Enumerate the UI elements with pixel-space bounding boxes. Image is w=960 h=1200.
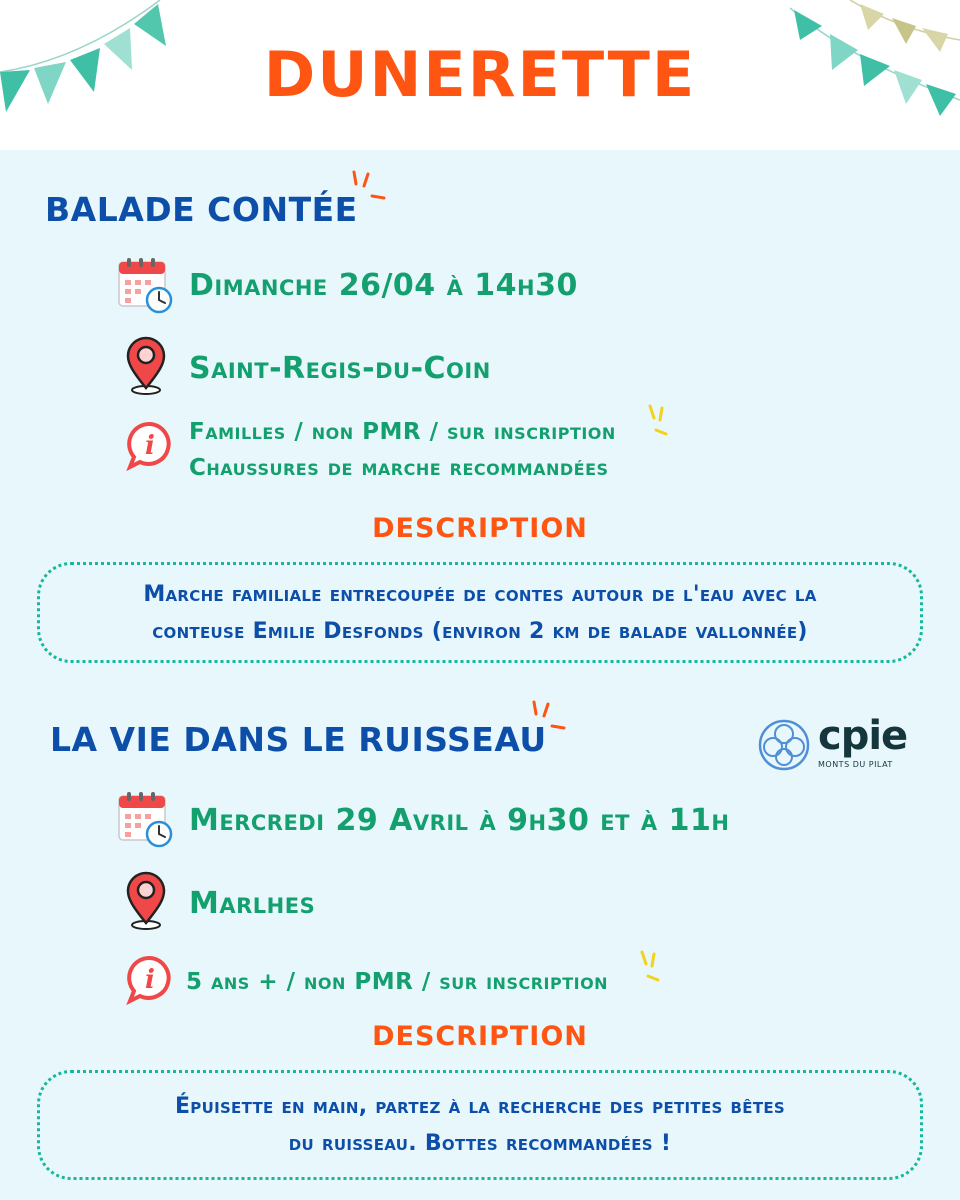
cpie-logo [758, 713, 908, 773]
event-1-place: Saint-Regis-du-Coin [189, 351, 491, 386]
cpie-logo-icon [758, 719, 810, 771]
cpie-logo-name: cpie [818, 713, 908, 759]
sparkle-icon [344, 166, 388, 206]
event-2-description-heading: DESCRIPTION [372, 1021, 588, 1052]
event-2-description-box [37, 1070, 923, 1180]
event-2-info-line-1: 5 ans + / non PMR / sur inscription [186, 969, 609, 995]
location-pin-icon [125, 336, 167, 396]
event-2-title: LA VIE DANS LE RUISSEAU [50, 720, 547, 759]
svg-text:i: i [145, 965, 155, 995]
sparkle-icon [634, 948, 666, 984]
location-pin-icon [125, 871, 167, 931]
event-1-title: BALADE CONTÉE [45, 190, 358, 229]
page-title: DUNERETTE [263, 38, 697, 111]
event-1-description: Marche familiale entrecoupée de contes autour de l'eau avec la conteuse Emilie Desfonds (environ 2 km de balade vallonnée) [143, 581, 817, 644]
calendar-clock-icon [117, 258, 175, 314]
info-bubble-icon [126, 421, 174, 471]
event-2-description: Épuisette en main, partez à la recherche des petites bêtes du ruisseau. Bottes recommandées ! [174, 1094, 786, 1156]
info-bubble-icon [126, 955, 174, 1005]
calendar-clock-icon [117, 792, 175, 848]
event-1-description-box [37, 562, 923, 663]
event-1-description-heading: DESCRIPTION [372, 513, 588, 544]
event-1-info-line-1: Familles / non PMR / sur inscription [189, 419, 616, 445]
cpie-logo-subtitle: MONTS DU PILAT [818, 760, 893, 769]
event-1-info-line-2: Chaussures de marche recommandées [189, 455, 609, 481]
sparkle-icon [524, 696, 568, 736]
svg-text:i: i [145, 431, 155, 461]
sparkle-icon [642, 402, 674, 438]
event-2-place: Marlhes [189, 886, 316, 921]
event-2-date: Mercredi 29 Avril à 9h30 et à 11h [189, 803, 730, 838]
event-1-date: Dimanche 26/04 à 14h30 [189, 268, 578, 303]
